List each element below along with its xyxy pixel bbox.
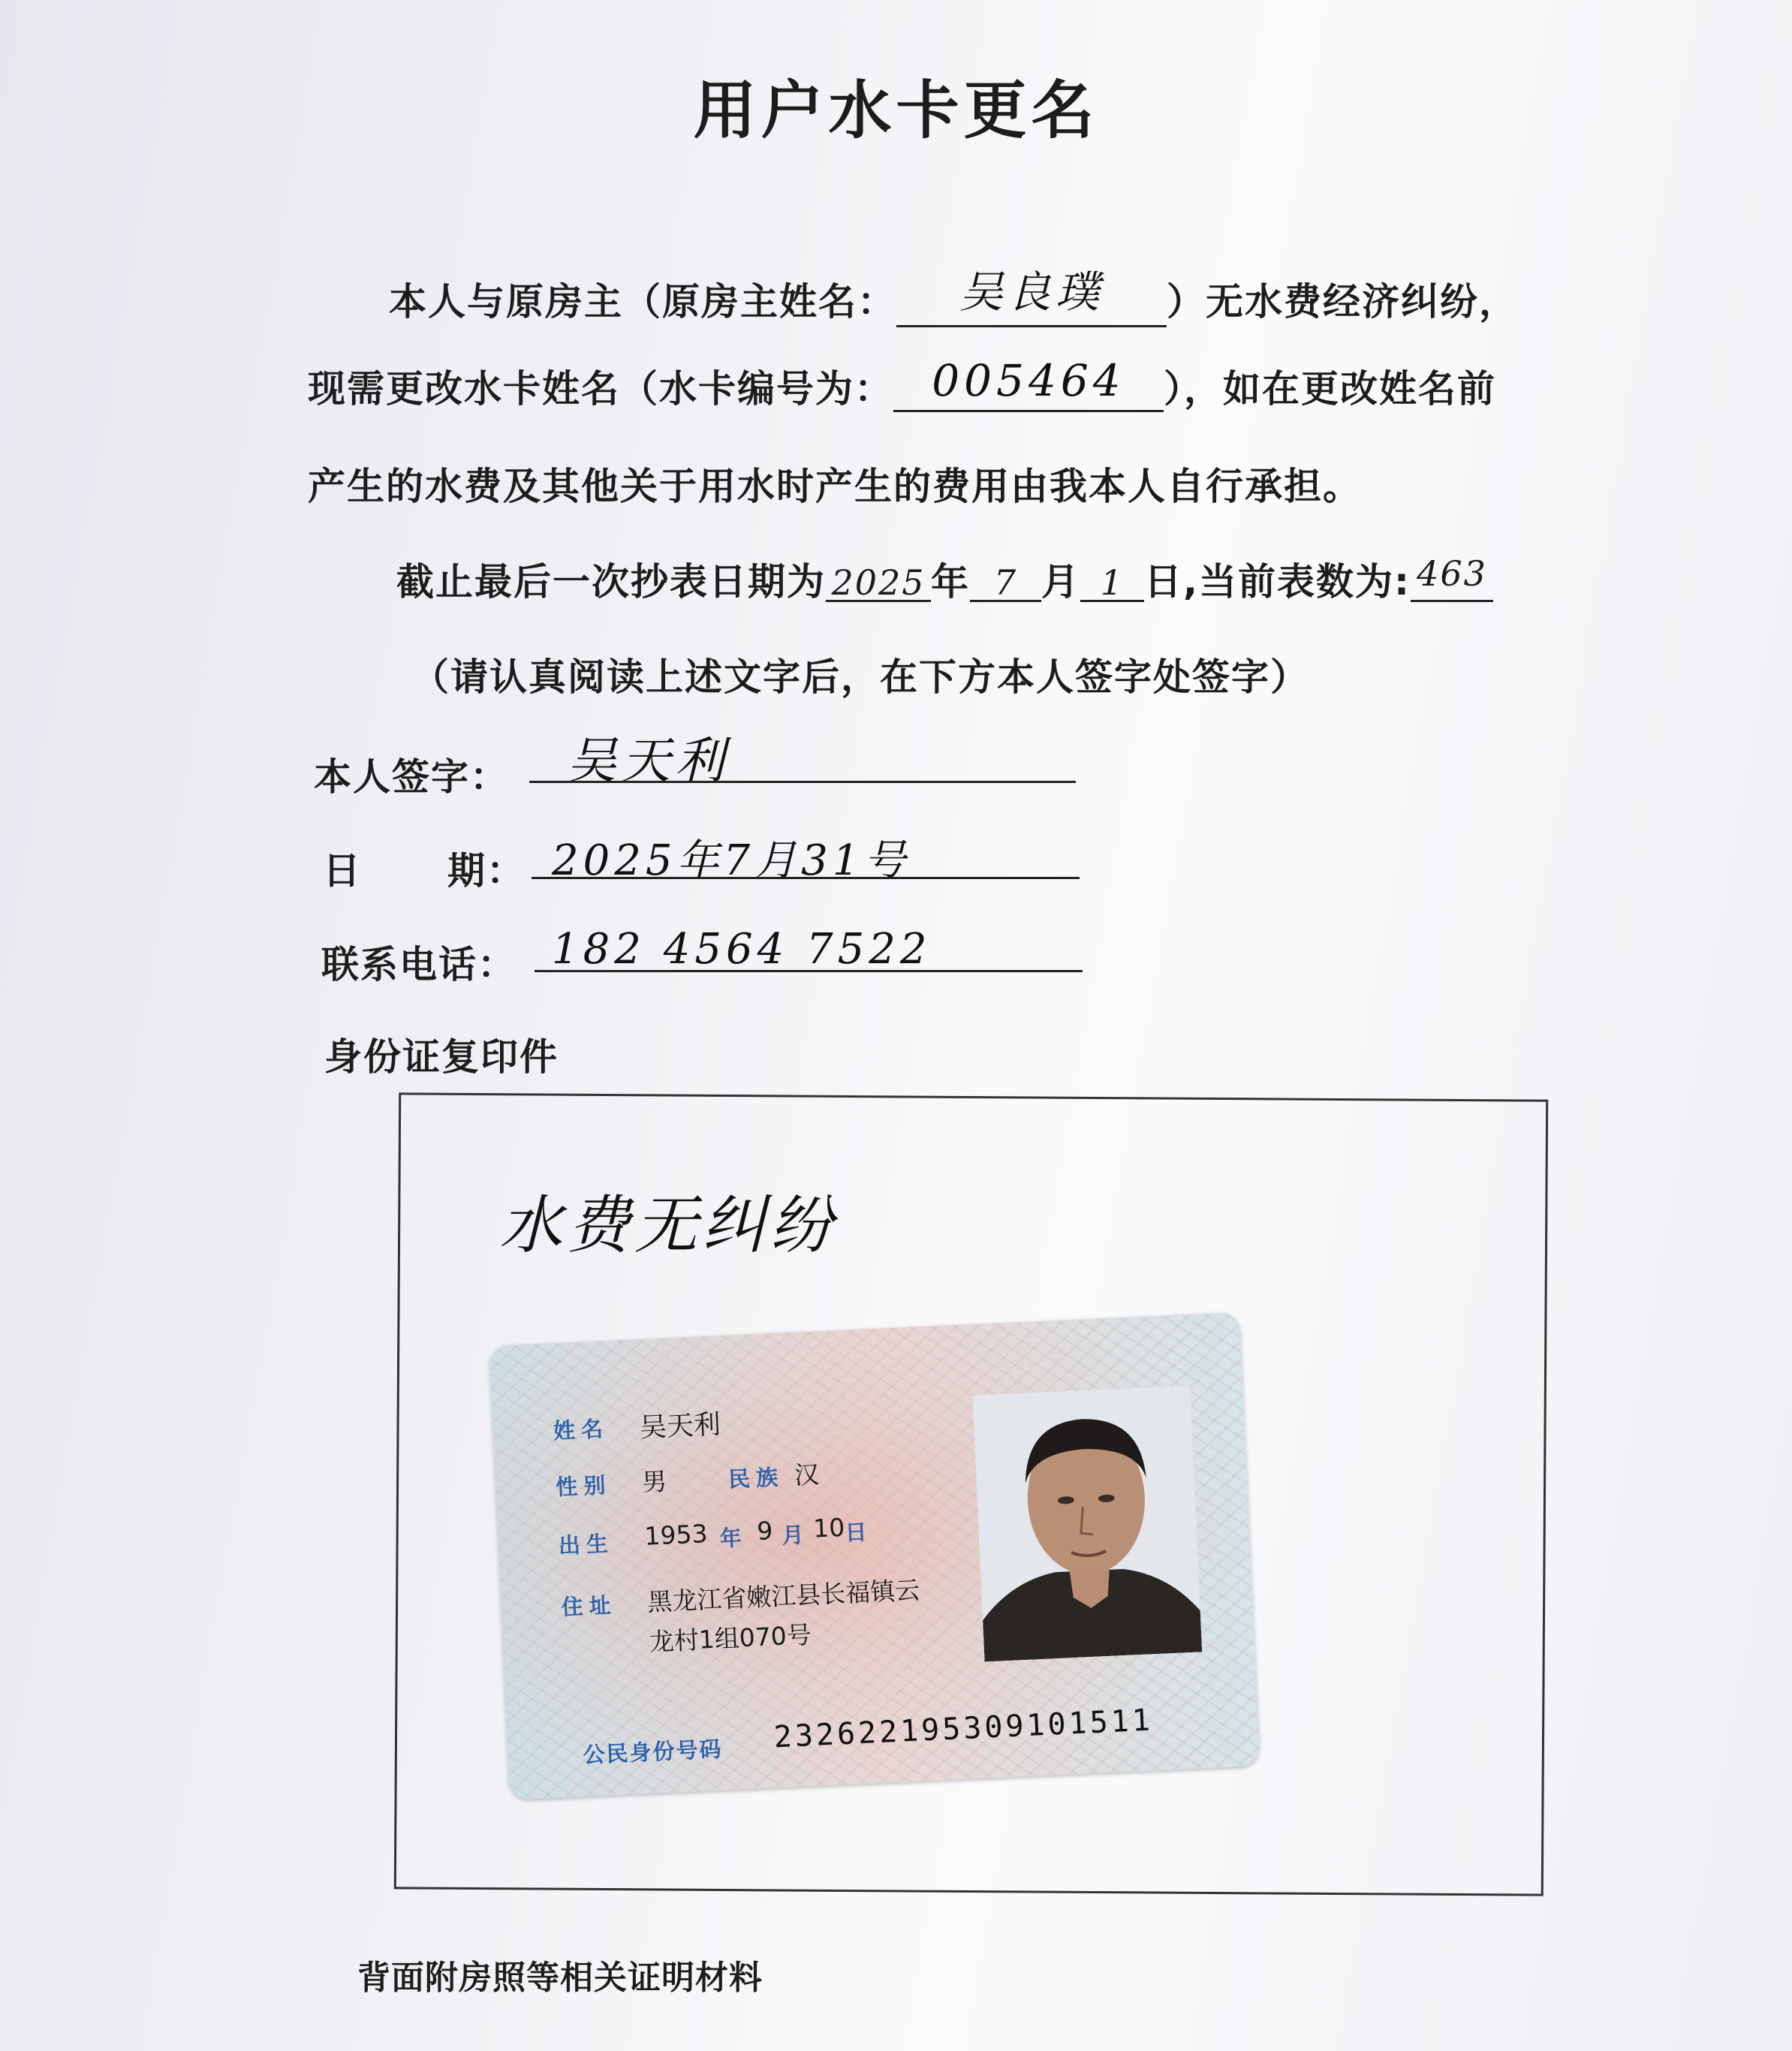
p1-suffix: ）无水费经济纠纷， (1167, 280, 1518, 324)
signature-value: 吴天利 (567, 732, 729, 790)
card-name: 吴天利 (639, 1409, 721, 1444)
card-birth-month: 9 (756, 1516, 774, 1547)
paragraph-line-2 (308, 355, 1496, 413)
signature-line (529, 781, 1076, 783)
card-address-line-2: 龙村1组070号 (649, 1619, 812, 1657)
reading-day: 1 (1100, 562, 1125, 603)
phone-value: 182 4564 7522 (552, 925, 932, 974)
month-label: 月 (1041, 560, 1080, 604)
card-ethnicity: 汉 (794, 1459, 820, 1490)
meter-label: ,当前表数为: (1183, 560, 1411, 604)
card-birth-month-unit: 月 (781, 1522, 805, 1549)
date-value: 2025年7月31号 (552, 836, 911, 885)
card-birth-day-unit: 日 (844, 1519, 868, 1546)
meter-value: 463 (1417, 553, 1487, 594)
year-label: 年 (931, 560, 970, 604)
instruction-text: （请认真阅读上述文字后，在下方本人签字处签字） (411, 655, 1309, 699)
portrait-graphic (972, 1386, 1202, 1662)
p2-suffix: ），如在更改姓名前 (1164, 367, 1496, 411)
signature-label: 本人签字： (314, 755, 509, 799)
card-ethnicity-label: 民族 (727, 1464, 785, 1492)
id-card-image (489, 1312, 1260, 1800)
page-title: 用户水卡更名 (693, 74, 1099, 147)
p1-prefix: 本人与原房主（原房主姓名： (389, 280, 896, 324)
reading-prefix: 截止最后一次抄表日期为 (396, 560, 826, 604)
card-birth-year: 1953 (643, 1519, 709, 1551)
day-label: 日 (1144, 560, 1183, 604)
paragraph-line-1 (389, 264, 1518, 327)
card-birth-label: 出生 (558, 1530, 615, 1559)
card-address-label: 住址 (560, 1592, 618, 1620)
id-copy-label: 身份证复印件 (324, 1035, 559, 1079)
card-birth-day: 10 (812, 1512, 846, 1544)
id-photo (972, 1386, 1202, 1662)
reading-month: 7 (993, 562, 1018, 603)
date-line (532, 877, 1080, 879)
footer-note: 背面附房照等相关证明材料 (357, 1959, 763, 1997)
phone-line (535, 970, 1083, 972)
card-address-line-1: 黑龙江省嫩江县长福镇云 (646, 1575, 921, 1617)
card-gender: 男 (641, 1466, 668, 1497)
meter-reading-line (396, 552, 1493, 606)
phone-label: 联系电话： (321, 943, 517, 986)
date-label-ri: 日 (323, 849, 362, 893)
card-birth-year-unit: 年 (718, 1525, 742, 1552)
card-gender-label: 性别 (555, 1471, 613, 1501)
original-owner-name: 吴良璞 (959, 267, 1104, 318)
card-name-label: 姓名 (553, 1415, 610, 1444)
reading-year: 2025 (831, 562, 926, 603)
card-number: 005464 (932, 355, 1125, 406)
card-id-number-label: 公民身份号码 (582, 1736, 724, 1768)
handwritten-note: 水费无纠纷 (499, 1188, 838, 1262)
p2-prefix: 现需更改水卡姓名（水卡编号为： (308, 367, 893, 411)
date-label-qi: 期： (447, 849, 526, 893)
paragraph-line-3: 产生的水费及其他关于用水时产生的费用由我本人自行承担。 (308, 465, 1362, 508)
card-id-number: 232622195309101511 (773, 1703, 1154, 1755)
